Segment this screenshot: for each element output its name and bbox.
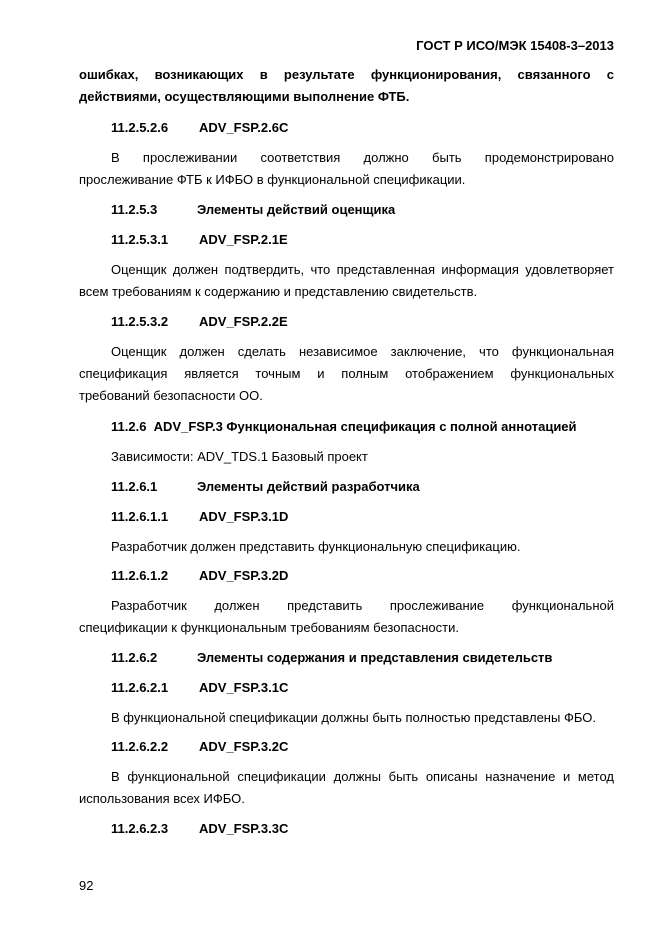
heading-11-2-6-1-1 xyxy=(111,506,288,528)
page-header: ГОСТ Р ИСО/МЭК 15408-3–2013 xyxy=(416,38,614,53)
heading-title: ADV_FSP.3.2D xyxy=(199,568,289,583)
heading-title: ADV_FSP.2.1E xyxy=(199,232,288,247)
heading-11-2-6 xyxy=(111,416,577,438)
paragraph-developer-provide-spec: Разработчик должен представить функциональную спецификацию. xyxy=(111,539,521,554)
heading-number: 11.2.6.2 xyxy=(111,650,158,665)
paragraph-developer-tracing xyxy=(79,595,614,639)
heading-number: 11.2.6.2.1 xyxy=(111,680,169,695)
heading-title: ADV_FSP.3.3C xyxy=(199,821,289,836)
heading-number: 11.2.6 xyxy=(111,419,147,434)
dependencies-line: Зависимости: ADV_TDS.1 Базовый проект xyxy=(111,449,368,464)
heading-11-2-5-3-1 xyxy=(111,229,288,251)
paragraph-line-1: В прослеживании соответствия должно быть продемонстрировано xyxy=(111,150,614,165)
heading-number: 11.2.6.2.2 xyxy=(111,739,169,754)
heading-11-2-6-2-2 xyxy=(111,736,288,758)
heading-11-2-5-2-6 xyxy=(111,117,288,139)
heading-11-2-6-1-2 xyxy=(111,565,288,587)
heading-number: 11.2.6.1.1 xyxy=(111,509,169,524)
paragraph-tsf-fully-presented: В функциональной спецификации должны быть полностью представлены ФБО. xyxy=(111,710,596,725)
heading-number: 11.2.6.1 xyxy=(111,479,158,494)
heading-number: 11.2.5.3.2 xyxy=(111,314,169,329)
heading-11-2-6-2-3 xyxy=(111,818,288,840)
paragraph-line-3: требований безопасности ОО. xyxy=(79,388,263,403)
intro-line-1: ошибках, возникающих в результате функционирования, связанного с xyxy=(79,67,614,82)
heading-11-2-6-2 xyxy=(111,647,552,669)
paragraph-line-2: прослеживание ФТБ к ИФБО в функциональной спецификации. xyxy=(79,172,466,187)
paragraph-line-2: всем требованиям к содержанию и представлению свидетельств. xyxy=(79,284,478,299)
heading-number: 11.2.5.3.1 xyxy=(111,232,169,247)
paragraph-line-1: Оценщик должен сделать независимое заключение, что функциональная xyxy=(111,344,614,359)
intro-line-2: действиями, осуществляющими выполнение ФТБ. xyxy=(79,89,410,104)
paragraph-line-2: использования всех ИФБО. xyxy=(79,791,245,806)
heading-11-2-5-3 xyxy=(111,199,395,221)
heading-title: ADV_FSP.3.1C xyxy=(199,680,289,695)
heading-title: ADV_FSP.3.1D xyxy=(199,509,289,524)
heading-title: ADV_FSP.2.2E xyxy=(199,314,288,329)
heading-title: Элементы действий разработчика xyxy=(197,479,420,494)
paragraph-evaluator-conclusion xyxy=(79,341,614,407)
heading-title: ADV_FSP.3.2C xyxy=(199,739,289,754)
paragraph-line-2: спецификация является точным и полным отображением функциональных xyxy=(79,366,614,381)
heading-11-2-6-2-1 xyxy=(111,677,288,699)
paragraph-line-1: Разработчик должен представить прослеживание функциональной xyxy=(111,598,614,613)
heading-11-2-5-3-2 xyxy=(111,311,288,333)
page-number: 92 xyxy=(79,878,94,893)
heading-title: ADV_FSP.3 Функциональная спецификация с полной аннотацией xyxy=(153,419,577,434)
paragraph-tracing xyxy=(79,147,614,191)
paragraph-tsfi-purpose xyxy=(79,766,614,810)
heading-number: 11.2.6.1.2 xyxy=(111,568,169,583)
heading-number: 11.2.6.2.3 xyxy=(111,821,169,836)
heading-title: ADV_FSP.2.6C xyxy=(199,120,289,135)
paragraph-evaluator-confirm xyxy=(79,259,614,303)
heading-title: Элементы содержания и представления свидетельств xyxy=(197,650,553,665)
intro-paragraph xyxy=(79,64,614,108)
heading-11-2-6-1 xyxy=(111,476,420,498)
heading-title: Элементы действий оценщика xyxy=(197,202,396,217)
heading-number: 11.2.5.2.6 xyxy=(111,120,169,135)
heading-number: 11.2.5.3 xyxy=(111,202,158,217)
paragraph-line-1: В функциональной спецификации должны быть описаны назначение и метод xyxy=(111,769,614,784)
paragraph-line-1: Оценщик должен подтвердить, что представленная информация удовлетворяет xyxy=(111,262,614,277)
paragraph-line-2: спецификации к функциональным требованиям безопасности. xyxy=(79,620,459,635)
